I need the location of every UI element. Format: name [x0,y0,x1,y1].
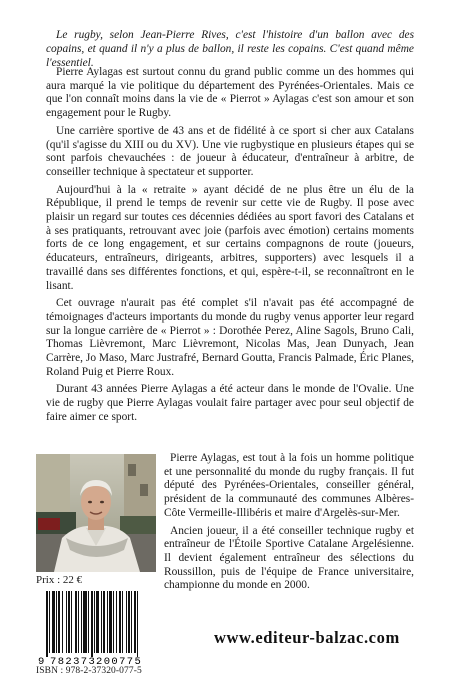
price-label: Prix : 22 € [36,574,83,586]
barcode-bar [103,591,105,653]
summary-paragraph: Une carrière sportive de 43 ans et de fidélité à ce sport si cher aux Catalans (qu'il s'agisse du XIII ou du XV). Une vie rugbystique en plusieurs étapes qui se sont parfois chevauchées : de joueur à éducateur, d'entraîneur à arbitre, de conseiller technique à spectateur et supporter. [46,124,414,178]
barcode-bar [137,591,138,657]
summary-paragraph: Aujourd'hui à la « retraite » ayant décidé de ne plus être un élu de la République, il prend le temps de revenir sur cette vie de Rugby. Il pose avec plaisir un regard sur toutes ces décennies dédiées au sport favori des Catalans et à ses pratiquants, retrouvant avec joie (parfois avec émotion) certains moments forts de ce long engagement, et sur certains compagnons de route (joueurs, éducateurs, entraîneurs, dirigeants, arbitres, supporters) avec lesquels il a travaillé dans ses différentes fonctions, et qui, espère-t-il, se reconnaîtront en le lisant. [46,183,414,292]
publisher-website[interactable]: www.editeur-balzac.com [214,628,400,647]
barcode-bar [78,591,79,653]
barcode-bar [96,591,99,653]
barcode-bar [88,591,89,653]
barcode-first-digit: 9 [38,656,45,667]
barcode-bar [66,591,67,653]
barcode-bar [56,591,57,653]
summary-text [46,66,414,429]
barcode-bar [116,591,117,653]
author-bio [164,452,414,597]
summary-paragraph: Durant 43 années Pierre Aylagas a été acteur dans le monde de l'Ovalie. Une vie de rugby que Pierre Aylagas voulait faire partager avec pour seul objectif de faire aimer ce sport. [46,383,414,423]
barcode-bar [122,591,123,653]
barcode-bar [131,591,132,653]
summary-paragraph: Cet ouvrage n'aurait pas été complet s'il n'avait pas été accompagné de témoignages d'acteurs importants du monde du rugby venus apporter leur regard sur la longue carrière de « Pierrot » : Dorothée Perez, Aline Sagols, Bruno Cali, Thomas Lièvremont, Marc Lièvremont, Nicolas Mas, Jean Dunyach, Jean Carrère, Jo Maso, Marc Justrafré, Bernard Goutta, Francis Palmade, Éric Planes, Roland Puig et Pierre Roux. [46,297,414,378]
barcode-bar [113,591,114,653]
summary-paragraph: Pierre Aylagas est surtout connu du grand public comme un des hommes qui aura marqué la vie politique du département des Pyrénées-Orientales. Mais ce que l'on connaît moins dans la vie de « Pierrot » Aylagas c'est son amour et son engagement pour le Rugby. [46,66,414,120]
bio-paragraph: Ancien joueur, il a été conseiller technique rugby et entraîneur de l'Étoile Sportive Catalane Argelésienne. Il devient également entraîneur des sélections du Roussillon, puis de l'équipe de France universitaire, championne du monde en 2000. [164,524,414,592]
barcode-bar [81,591,82,653]
barcode-bar [46,591,48,657]
isbn-barcode [36,589,148,667]
epigraph-quote: Le rugby, selon Jean-Pierre Rives, c'est l'histoire d'un ballon avec des copains, et quand il n'y a plus de ballon, il reste les copains. C'est quand même l'essentiel. [46,29,414,69]
barcode-bar [119,591,121,653]
barcode-bar [52,591,55,653]
barcode-bar [83,591,87,653]
barcode-bar [128,591,130,653]
barcode-bar [94,591,95,653]
barcode-bar [126,591,127,653]
barcode-bar [134,591,136,653]
isbn-number: ISBN : 978-2-37320-077-5 [36,666,142,676]
barcode-bar [68,591,70,653]
barcode-left-digits: 782373 [50,656,97,667]
barcode-bar [49,591,50,653]
bio-paragraph: Pierre Aylagas, est tout à la fois un homme politique et une personnalité du monde du rugby français. Il fut député des Pyrénées-Orientales, conseiller général, président de la communauté des communes Albères-Côte Vermeille-Illibéris et maire d'Argelès-sur-Mer. [164,452,414,519]
author-photo [36,454,156,572]
barcode-bar [75,591,77,653]
barcode-bar [62,591,63,653]
barcode-bar [91,591,93,657]
barcode-right-digits: 200775 [96,656,143,667]
barcode-bar [71,591,72,653]
barcode-bar [107,591,108,653]
barcode-bar [101,591,102,653]
barcode-bar [58,591,60,653]
barcode-bar [109,591,112,653]
